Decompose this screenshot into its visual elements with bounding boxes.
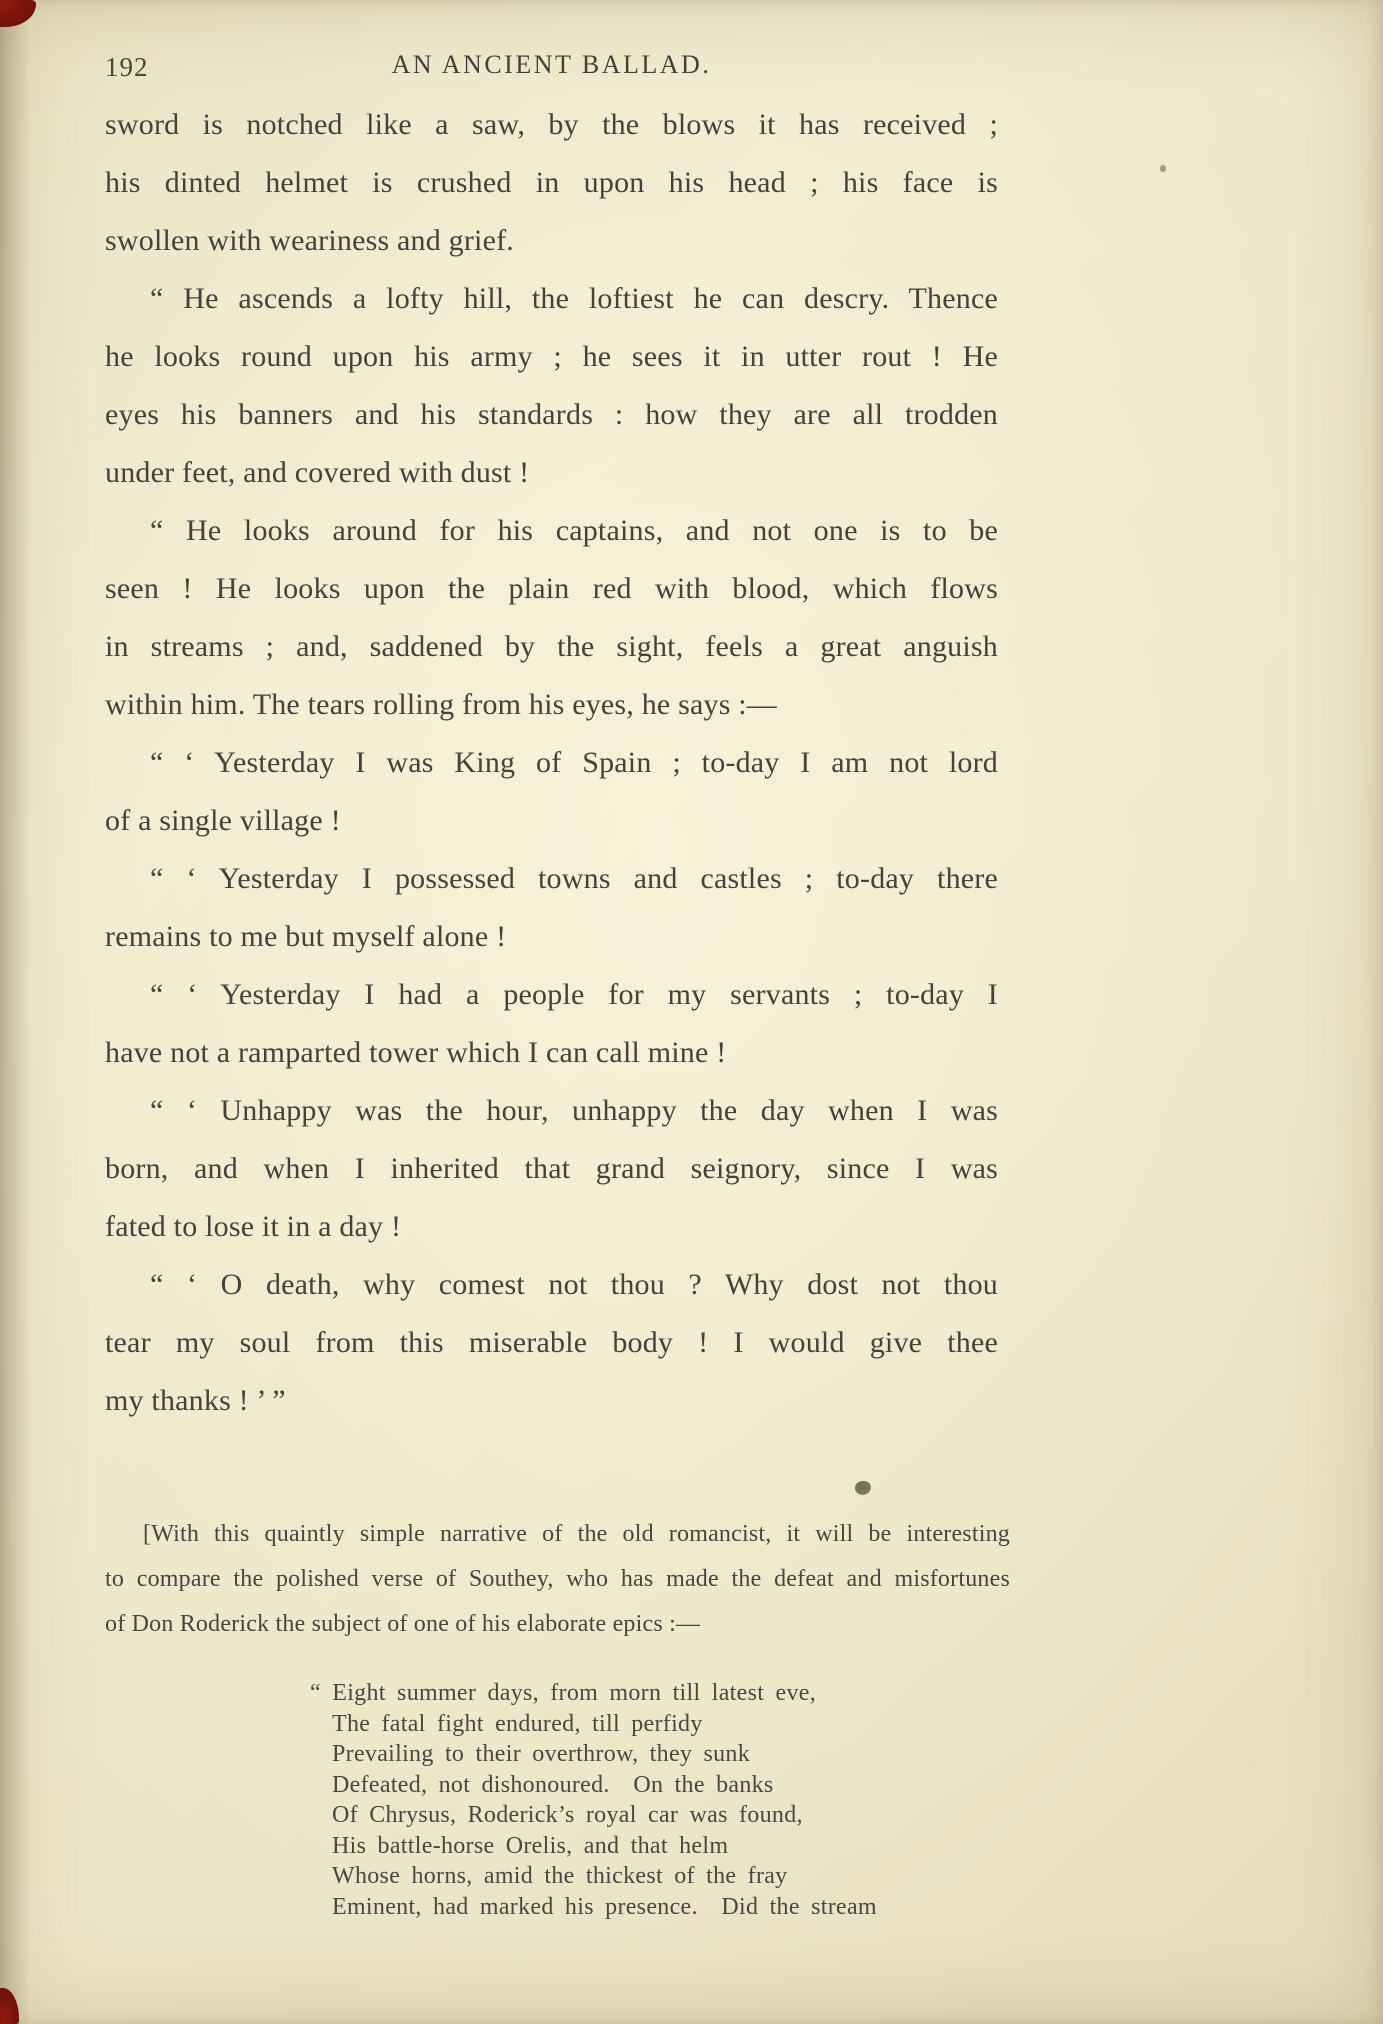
text-line: sword is notched like a saw, by the blows it has received ;	[105, 108, 998, 141]
text-line: tear my soul from this miserable body ! I would give thee	[105, 1326, 998, 1359]
running-head	[105, 50, 998, 84]
text-line: “ ‘ O death, why comest not thou ? Why dost not thou	[150, 1268, 998, 1301]
text-line: within him. The tears rolling from his eyes, he says :—	[105, 688, 778, 721]
verse-line: The fatal fight endured, till perfidy	[332, 1710, 703, 1737]
verse-line: “ Eight summer days, from morn till latest eve,	[310, 1680, 816, 1706]
text-line: “ ‘ Yesterday I possessed towns and castles ; to-day there	[150, 862, 998, 895]
ink-blot	[855, 1481, 871, 1495]
text-line: his dinted helmet is crushed in upon his head ; his face is	[105, 166, 998, 199]
text-line: seen ! He looks upon the plain red with blood, which flows	[105, 572, 998, 605]
note-line: of Don Roderick the subject of one of his elaborate epics :—	[105, 1611, 701, 1637]
text-line: “ ‘ Unhappy was the hour, unhappy the day when I was	[150, 1094, 998, 1127]
verse-line: Defeated, not dishonoured. On the banks	[332, 1771, 774, 1798]
text-line: eyes his banners and his standards : how they are all trodden	[105, 398, 998, 431]
text-line: born, and when I inherited that grand seignory, since I was	[105, 1152, 998, 1185]
binding-mark-top	[0, 0, 36, 27]
text-line: my thanks ! ’ ”	[105, 1384, 286, 1417]
verse-line: Of Chrysus, Roderick’s royal car was found,	[332, 1802, 803, 1828]
text-line: remains to me but myself alone !	[105, 920, 507, 953]
text-line: “ He looks around for his captains, and not one is to be	[150, 514, 998, 547]
text-line: “ He ascends a lofty hill, the loftiest he can descry. Thence	[150, 282, 998, 315]
verse-line: Prevailing to their overthrow, they sunk	[332, 1741, 751, 1767]
text-line: fated to lose it in a day !	[105, 1210, 402, 1243]
text-line: of a single village !	[105, 804, 341, 837]
note-line: to compare the polished verse of Southey, who has made the defeat and misfortunes	[105, 1566, 1010, 1592]
text-line: “ ‘ Yesterday I was King of Spain ; to-day I am not lord	[150, 746, 998, 779]
text-line: under feet, and covered with dust !	[105, 456, 530, 489]
paper-speck	[1160, 165, 1166, 172]
binding-mark-bottom	[0, 1988, 19, 2024]
verse-quote	[310, 1678, 1092, 1922]
text-line: he looks round upon his army ; he sees it in utter rout ! He	[105, 340, 998, 373]
body-text	[105, 96, 998, 1430]
editor-note	[105, 1512, 1010, 1647]
verse-line: His battle-horse Orelis, and that helm	[332, 1832, 729, 1859]
text-line: “ ‘ Yesterday I had a people for my servants ; to-day I	[150, 978, 998, 1011]
text-line: in streams ; and, saddened by the sight, feels a great anguish	[105, 630, 998, 663]
verse-line: Eminent, had marked his presence. Did the stream	[332, 1893, 877, 1920]
verse-line: Whose horns, amid the thickest of the fray	[332, 1863, 788, 1889]
text-line: swollen with weariness and grief.	[105, 224, 514, 257]
running-title: AN ANCIENT BALLAD.	[391, 50, 712, 79]
page-number: 192	[105, 52, 149, 82]
gutter-shade	[0, 0, 30, 2024]
note-line: [With this quaintly simple narrative of the old romancist, it will be interesting	[143, 1521, 1010, 1547]
text-line: have not a ramparted tower which I can call mine !	[105, 1036, 727, 1069]
